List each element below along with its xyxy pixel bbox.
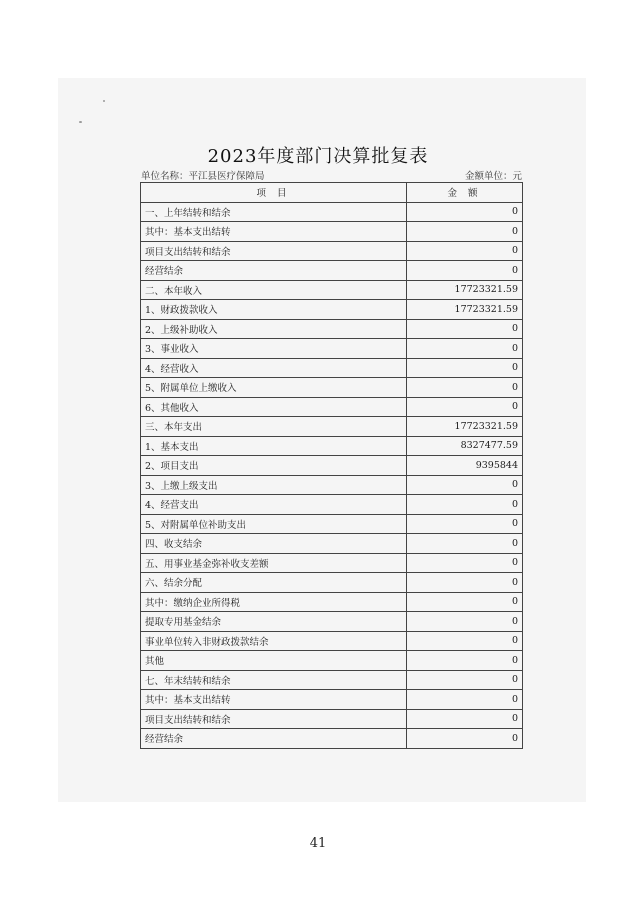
table-row (141, 358, 523, 378)
table-row (141, 319, 523, 339)
table-row (141, 514, 523, 534)
row-amount: 0 (407, 475, 523, 495)
table-row (141, 202, 523, 222)
scan-speck (79, 121, 82, 123)
row-item: 事业单位转入非财政拨款结余 (141, 631, 407, 651)
row-item: 提取专用基金结余 (141, 612, 407, 632)
row-amount: 8327477.59 (407, 436, 523, 456)
row-amount: 0 (407, 709, 523, 729)
row-amount: 0 (407, 690, 523, 710)
row-item: 4、经营收入 (141, 358, 407, 378)
table-row (141, 397, 523, 417)
row-item: 1、基本支出 (141, 436, 407, 456)
table-row (141, 534, 523, 554)
table-row (141, 222, 523, 242)
row-amount: 0 (407, 631, 523, 651)
unit-name: 单位名称：平江县医疗保障局 (141, 171, 265, 182)
table-row (141, 300, 523, 320)
row-amount: 0 (407, 339, 523, 359)
table-row (141, 280, 523, 300)
table-row (141, 417, 523, 437)
row-amount: 0 (407, 612, 523, 632)
table-row (141, 709, 523, 729)
row-amount: 17723321.59 (407, 280, 523, 300)
table-row (141, 495, 523, 515)
row-item: 三、本年支出 (141, 417, 407, 437)
page-title: 2023年度部门决算批复表 (207, 146, 429, 167)
row-amount: 9395844 (407, 456, 523, 476)
row-amount: 0 (407, 202, 523, 222)
row-amount: 0 (407, 241, 523, 261)
table-row (141, 261, 523, 281)
row-item: 经营结余 (141, 261, 407, 281)
table-row (141, 378, 523, 398)
table-row (141, 631, 523, 651)
row-item: 2、上级补助收入 (141, 319, 407, 339)
table-row (141, 573, 523, 593)
row-amount: 0 (407, 261, 523, 281)
row-amount: 0 (407, 495, 523, 515)
row-item: 其中：基本支出结转 (141, 690, 407, 710)
table-header-row (141, 183, 523, 203)
table-row (141, 690, 523, 710)
table-row (141, 339, 523, 359)
row-item: 6、其他收入 (141, 397, 407, 417)
header-amount: 金 额 (407, 183, 523, 203)
row-amount: 17723321.59 (407, 417, 523, 437)
row-amount: 0 (407, 378, 523, 398)
row-amount: 0 (407, 358, 523, 378)
table-row (141, 651, 523, 671)
row-item: 其中：基本支出结转 (141, 222, 407, 242)
scan-speck (103, 100, 105, 102)
table-row (141, 241, 523, 261)
row-item: 3、事业收入 (141, 339, 407, 359)
row-item: 4、经营支出 (141, 495, 407, 515)
row-item: 二、本年收入 (141, 280, 407, 300)
header-item: 项 目 (141, 183, 407, 203)
table-row (141, 592, 523, 612)
row-amount: 0 (407, 573, 523, 593)
row-item: 1、财政拨款收入 (141, 300, 407, 320)
row-amount: 0 (407, 534, 523, 554)
row-item: 一、上年结转和结余 (141, 202, 407, 222)
amount-unit: 金额单位：元 (464, 171, 522, 182)
page-number: 41 (309, 836, 327, 851)
row-item: 3、上缴上级支出 (141, 475, 407, 495)
table-row (141, 729, 523, 749)
table-row (141, 670, 523, 690)
row-amount: 0 (407, 592, 523, 612)
table-row (141, 436, 523, 456)
budget-approval-table (140, 182, 523, 749)
row-item: 五、用事业基金弥补收支差额 (141, 553, 407, 573)
row-item: 其他 (141, 651, 407, 671)
row-item: 5、对附属单位补助支出 (141, 514, 407, 534)
row-amount: 0 (407, 397, 523, 417)
row-amount: 0 (407, 553, 523, 573)
row-item: 2、项目支出 (141, 456, 407, 476)
row-amount: 0 (407, 670, 523, 690)
row-item: 项目支出结转和结余 (141, 241, 407, 261)
row-amount: 0 (407, 319, 523, 339)
row-item: 其中：缴纳企业所得税 (141, 592, 407, 612)
row-item: 5、附属单位上缴收入 (141, 378, 407, 398)
table-row (141, 456, 523, 476)
row-amount: 0 (407, 222, 523, 242)
row-amount: 0 (407, 514, 523, 534)
row-item: 四、收支结余 (141, 534, 407, 554)
row-item: 六、结余分配 (141, 573, 407, 593)
table-row (141, 553, 523, 573)
row-item: 项目支出结转和结余 (141, 709, 407, 729)
table-row (141, 475, 523, 495)
table-row (141, 612, 523, 632)
row-amount: 0 (407, 651, 523, 671)
row-item: 七、年末结转和结余 (141, 670, 407, 690)
row-amount: 0 (407, 729, 523, 749)
row-amount: 17723321.59 (407, 300, 523, 320)
row-item: 经营结余 (141, 729, 407, 749)
